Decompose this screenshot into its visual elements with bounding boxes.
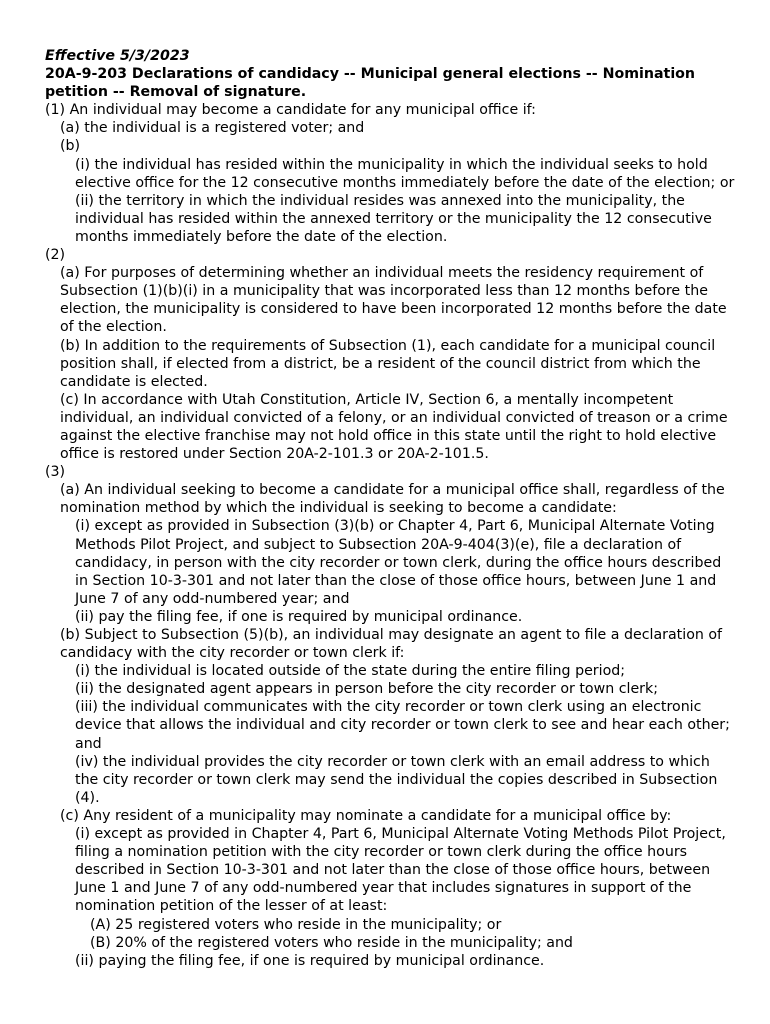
section-heading: 20A-9-203 Declarations of candidacy -- Municipal general elections -- Nomination petition -- Removal of signature.: [45, 66, 696, 101]
subsection-3a-ii: (ii) pay the filing fee, if one is required by municipal ordinance.: [75, 608, 523, 625]
subsection-3c: (c) Any resident of a municipality may nominate a candidate for a municipal office by:: [60, 807, 672, 824]
subsection-3c-ii: (ii) paying the filing fee, if one is required by municipal ordinance.: [75, 952, 545, 969]
subsection-3a: (a) An individual seeking to become a candidate for a municipal office shall, regardless of the nomination method by which the individual is seeking to become a candidate:: [60, 482, 725, 517]
subsection-1b-i: (i) the individual has resided within the municipality in which the individual seeks to hold elective office for the 12 consecutive months immediately before the date of the election; or: [75, 156, 735, 191]
subsection-3b-iii: (iii) the individual communicates with the city recorder or town clerk using an electronic device that allows the individual and city recorder or town clerk to see and hear each other; and: [75, 699, 730, 752]
subsection-1b-ii: (ii) the territory in which the individual resides was annexed into the municipality, the individual has resided within the annexed territory or the municipality the 12 consecutive months immediately before the date of the election.: [75, 192, 712, 245]
effective-date: Effective 5/3/2023: [45, 48, 190, 64]
statute-document: [45, 47, 735, 970]
subsection-2c: (c) In accordance with Utah Constitution, Article IV, Section 6, a mentally incompetent individual, an individual convicted of a felony, or an individual convicted of treason or a crime against the elective franchise may not hold office in this state until the right to hold elective office is restored under Section 20A-2-101.3 or 20A-2-101.5.: [60, 391, 728, 463]
subsection-3b-ii: (ii) the designated agent appears in person before the city recorder or town clerk;: [75, 681, 658, 698]
subsection-3a-i: (i) except as provided in Subsection (3)(b) or Chapter 4, Part 6, Municipal Alternate Voting Methods Pilot Project, and subject to Subsection 20A-9-404(3)(e), file a declaration of candidacy, in person with the city recorder or town clerk, during the office hours described in Section 10-3-301 and not later than the close of those office hours, between June 1 and June 7 of any odd-numbered year; and: [75, 518, 722, 607]
subsection-3c-i: (i) except as provided in Chapter 4, Part 6, Municipal Alternate Voting Methods Pilot Project, filing a nomination petition with the city recorder or town clerk during the office hours described in Section 10-3-301 and not later than the close of those office hours, between June 1 and June 7 of any odd-numbered year that includes signatures in support of the nomination petition of the lesser of at least:: [75, 826, 726, 915]
subsection-3b-i: (i) the individual is located outside of the state during the entire filing period;: [75, 663, 626, 680]
subsection-2a: (a) For purposes of determining whether an individual meets the residency requirement of Subsection (1)(b)(i) in a municipality that was incorporated less than 12 months before the election, the municipality is considered to have been incorporated 12 months before the date of the election.: [60, 265, 727, 336]
subsection-1: (1) An individual may become a candidate for any municipal office if:: [45, 102, 536, 119]
subsection-2: (2): [45, 247, 66, 264]
subsection-3b: (b) Subject to Subsection (5)(b), an individual may designate an agent to file a declaration of candidacy with the city recorder or town clerk if:: [60, 627, 723, 662]
subsection-3: (3): [45, 464, 66, 481]
subsection-3c-i-B: (B) 20% of the registered voters who reside in the municipality; and: [90, 934, 573, 951]
subsection-3b-iv: (iv) the individual provides the city recorder or town clerk with an email address to which the city recorder or town clerk may send the individual the copies described in Subsection (4).: [75, 753, 718, 806]
subsection-2b: (b) In addition to the requirements of Subsection (1), each candidate for a municipal council position shall, if elected from a district, be a resident of the council district from which the candidate is elected.: [60, 337, 716, 390]
subsection-1a: (a) the individual is a registered voter; and: [60, 120, 365, 137]
subsection-3c-i-A: (A) 25 registered voters who reside in the municipality; or: [90, 916, 502, 933]
subsection-1b: (b): [60, 138, 81, 155]
